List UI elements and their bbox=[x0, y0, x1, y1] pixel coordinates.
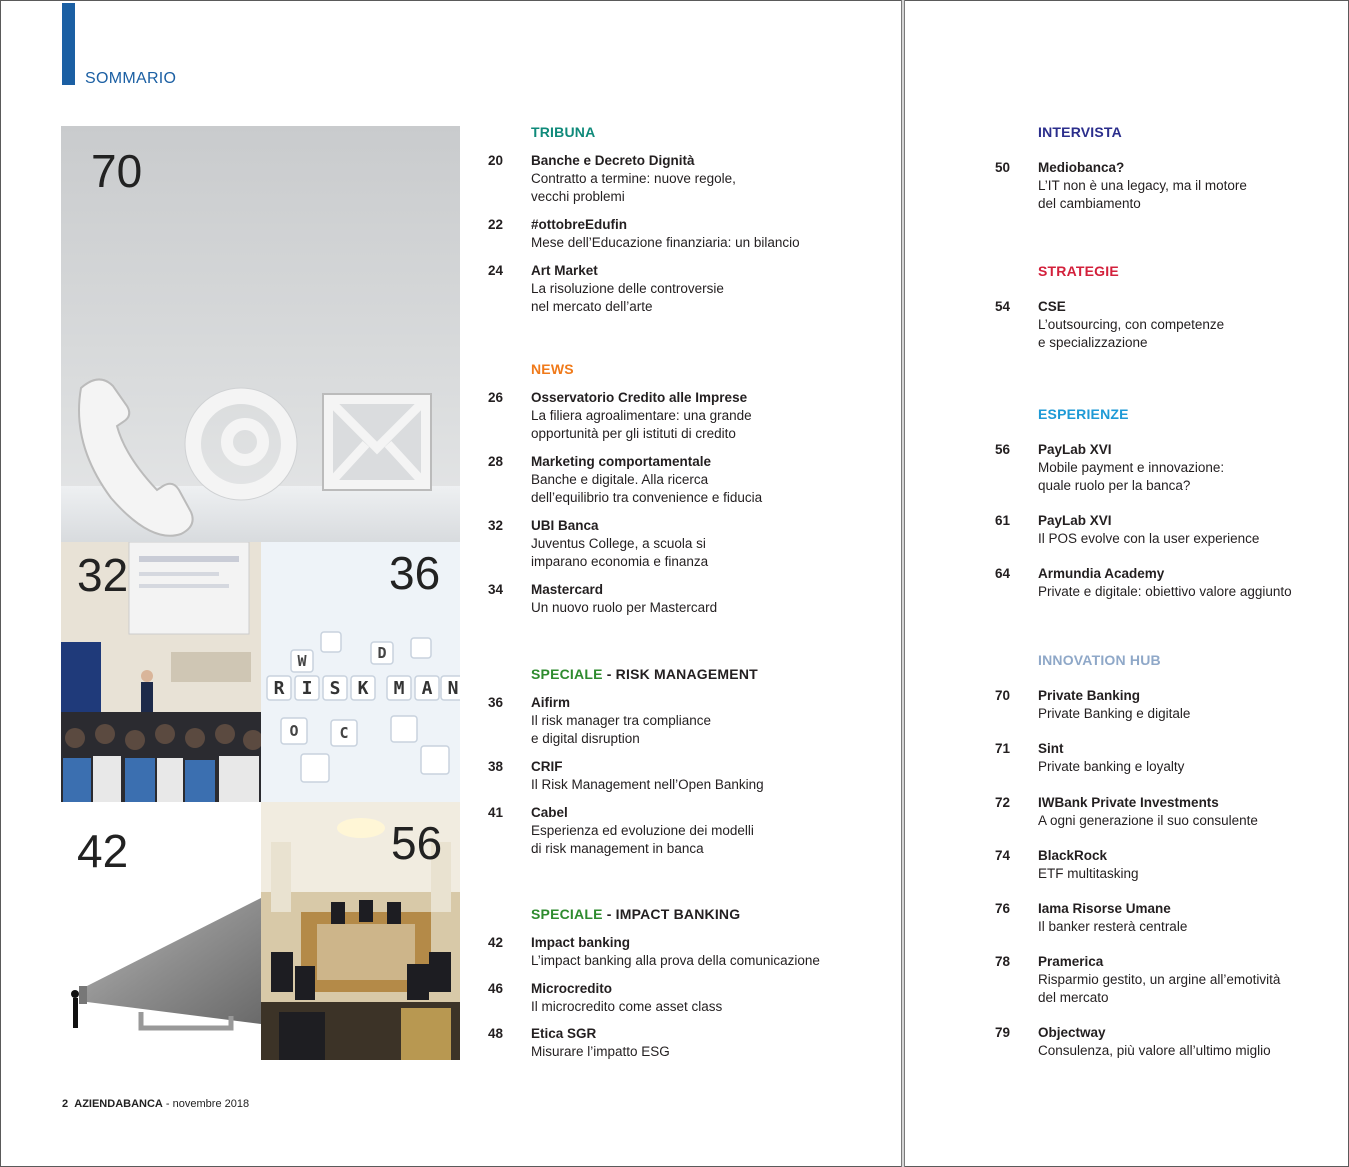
image-page-number: 70 bbox=[91, 145, 143, 197]
toc-entry[interactable] bbox=[995, 847, 1335, 883]
toc-entry-title: Pramerica bbox=[1038, 954, 1104, 969]
toc-entry[interactable] bbox=[488, 517, 868, 573]
section-heading-strategie: STRATEGIE bbox=[1038, 263, 1119, 279]
toc-page-number: 38 bbox=[488, 759, 504, 774]
dice-letter: O bbox=[289, 722, 299, 740]
toc-entry[interactable] bbox=[488, 216, 868, 252]
toc-entry-description: Il risk manager tra compliance e digital disruption bbox=[531, 713, 712, 746]
dice-letter: N bbox=[447, 678, 459, 699]
toc-entry[interactable] bbox=[488, 1025, 868, 1061]
feature-image-meeting bbox=[261, 802, 460, 1060]
toc-entry-description: Private Banking e digitale bbox=[1038, 706, 1191, 721]
toc-entry-description: A ogni generazione il suo consulente bbox=[1038, 813, 1258, 828]
feature-image-symbols bbox=[61, 126, 460, 542]
toc-page-number: 20 bbox=[488, 153, 504, 168]
dice-letter: I bbox=[301, 678, 313, 699]
toc-entry-description: Esperienza ed evoluzione dei modelli di risk management in banca bbox=[531, 823, 754, 856]
toc-entry-title: Iama Risorse Umane bbox=[1038, 901, 1171, 916]
toc-entry-title: Aifirm bbox=[531, 695, 571, 710]
toc-entry[interactable] bbox=[488, 694, 868, 750]
toc-entry[interactable] bbox=[488, 152, 868, 208]
toc-page-number: 32 bbox=[488, 518, 504, 533]
toc-page-number: 24 bbox=[488, 263, 504, 278]
feature-image-megaphone bbox=[61, 802, 261, 1060]
toc-entry-title: Objectway bbox=[1038, 1025, 1106, 1040]
dice-letter: K bbox=[357, 678, 369, 699]
toc-entry[interactable] bbox=[995, 900, 1335, 936]
feature-image-conference bbox=[61, 542, 261, 802]
page-title: SOMMARIO bbox=[85, 70, 177, 87]
toc-page-number: 48 bbox=[488, 1026, 504, 1041]
toc-entry-title: PayLab XVI bbox=[1038, 442, 1112, 457]
toc-entry-title: Etica SGR bbox=[531, 1026, 597, 1041]
toc-entry-description: Il banker resterà centrale bbox=[1038, 919, 1188, 934]
page-spine bbox=[901, 0, 905, 1167]
toc-entry[interactable] bbox=[995, 1024, 1335, 1060]
footer-magazine-name: AZIENDABANCA bbox=[74, 1098, 163, 1110]
section-heading-tribuna: TRIBUNA bbox=[531, 124, 596, 140]
footer-page-number: 2 bbox=[62, 1098, 69, 1110]
toc-page-number: 46 bbox=[488, 981, 504, 996]
dice-letter: W bbox=[297, 652, 307, 670]
dice-letter: S bbox=[329, 678, 341, 699]
toc-entry-title: IWBank Private Investments bbox=[1038, 795, 1219, 810]
toc-page-number: 71 bbox=[995, 741, 1011, 756]
toc-page-number: 64 bbox=[995, 566, 1011, 581]
toc-entry-description: L’outsourcing, con competenze e specializzazione bbox=[1038, 317, 1225, 350]
feature-image-dice bbox=[261, 542, 460, 802]
toc-entry[interactable] bbox=[995, 159, 1335, 215]
toc-entry-description: Un nuovo ruolo per Mastercard bbox=[531, 600, 718, 615]
toc-entry[interactable] bbox=[995, 298, 1335, 354]
toc-entry-title: Marketing comportamentale bbox=[531, 454, 712, 469]
section-heading-news: NEWS bbox=[531, 361, 574, 377]
toc-entry-title: Art Market bbox=[531, 263, 598, 278]
toc-entry-description: Banche e digitale. Alla ricerca dell’equilibrio tra convenience e fiducia bbox=[531, 472, 763, 505]
toc-entry-description: Contratto a termine: nuove regole, vecchi problemi bbox=[531, 171, 736, 204]
toc-entry[interactable] bbox=[488, 758, 868, 794]
toc-entry-title: Sint bbox=[1038, 741, 1064, 756]
toc-entry-title: Osservatorio Credito alle Imprese bbox=[531, 390, 748, 405]
toc-entry-description: Mobile payment e innovazione: quale ruolo per la banca? bbox=[1038, 460, 1225, 493]
toc-entry-title: Private Banking bbox=[1038, 688, 1141, 703]
dice-letter: C bbox=[339, 724, 349, 742]
toc-page-number: 36 bbox=[488, 695, 504, 710]
toc-entry-title: #ottobreEdufin bbox=[531, 217, 627, 232]
section-suffix: - IMPACT BANKING bbox=[602, 906, 741, 922]
toc-entry-title: CSE bbox=[1038, 299, 1066, 314]
toc-entry-description: L’IT non è una legacy, ma il motore del cambiamento bbox=[1038, 178, 1247, 211]
toc-entry-description: Misurare l’impatto ESG bbox=[531, 1044, 670, 1059]
toc-entry-title: Banche e Decreto Dignità bbox=[531, 153, 695, 168]
toc-entry[interactable] bbox=[488, 389, 868, 445]
toc-entry-description: Il POS evolve con la user experience bbox=[1038, 531, 1260, 546]
toc-page-number: 26 bbox=[488, 390, 504, 405]
toc-entry-title: Armundia Academy bbox=[1038, 566, 1165, 581]
toc-entry-description: Consulenza, più valore all’ultimo miglio bbox=[1038, 1043, 1271, 1058]
section-label: SPECIALE bbox=[531, 666, 603, 682]
toc-page-number: 61 bbox=[995, 513, 1011, 528]
toc-entry[interactable] bbox=[488, 453, 868, 509]
section-heading-speciale-impact bbox=[531, 906, 740, 922]
dice-letter: M bbox=[393, 678, 405, 699]
section-label: SPECIALE bbox=[531, 906, 603, 922]
toc-page-number: 74 bbox=[995, 848, 1011, 863]
toc-entry-description: Juventus College, a scuola si imparano economia e finanza bbox=[531, 536, 709, 569]
toc-page-number: 72 bbox=[995, 795, 1011, 810]
toc-entry-description: La filiera agroalimentare: una grande opportunità per gli istituti di credito bbox=[531, 408, 752, 441]
toc-page-number: 78 bbox=[995, 954, 1011, 969]
image-page-number: 36 bbox=[389, 547, 441, 599]
toc-page-number: 42 bbox=[488, 935, 504, 950]
toc-entry[interactable] bbox=[995, 565, 1335, 601]
dice-letter: D bbox=[377, 644, 387, 662]
toc-page-number: 34 bbox=[488, 582, 504, 597]
toc-entry-description: Private banking e loyalty bbox=[1038, 759, 1185, 774]
toc-page-number: 76 bbox=[995, 901, 1011, 916]
toc-page-number: 41 bbox=[488, 805, 504, 820]
dice-letter: A bbox=[421, 678, 433, 699]
envelope-icon bbox=[323, 394, 431, 490]
toc-entry[interactable] bbox=[995, 441, 1335, 497]
section-heading-intervista: INTERVISTA bbox=[1038, 124, 1122, 140]
toc-page-number: 28 bbox=[488, 454, 504, 469]
toc-page-number: 70 bbox=[995, 688, 1011, 703]
toc-entry[interactable] bbox=[488, 934, 868, 970]
toc-entry-description: Il microcredito come asset class bbox=[531, 999, 723, 1014]
toc-entry[interactable] bbox=[995, 794, 1335, 830]
dice-letter: R bbox=[273, 678, 285, 699]
toc-entry[interactable] bbox=[995, 687, 1335, 723]
toc-entry-title: UBI Banca bbox=[531, 518, 599, 533]
toc-entry-title: CRIF bbox=[531, 759, 563, 774]
toc-entry-description: Risparmio gestito, un argine all’emotività del mercato bbox=[1038, 972, 1281, 1005]
toc-entry-title: Mediobanca? bbox=[1038, 160, 1125, 175]
toc-page-number: 56 bbox=[995, 442, 1011, 457]
toc-entry[interactable] bbox=[995, 512, 1335, 548]
toc-page-number: 50 bbox=[995, 160, 1011, 175]
image-page-number: 42 bbox=[77, 825, 129, 877]
toc-entry-description: Private e digitale: obiettivo valore aggiunto bbox=[1038, 584, 1292, 599]
toc-entry[interactable] bbox=[488, 804, 868, 860]
toc-page-number: 79 bbox=[995, 1025, 1011, 1040]
section-suffix: - RISK MANAGEMENT bbox=[602, 666, 758, 682]
toc-entry[interactable] bbox=[995, 953, 1335, 1009]
toc-entry[interactable] bbox=[995, 740, 1335, 776]
section-heading-esperienze: ESPERIENZE bbox=[1038, 406, 1129, 422]
toc-entry[interactable] bbox=[488, 262, 868, 318]
toc-page-number: 54 bbox=[995, 299, 1011, 314]
toc-entry[interactable] bbox=[488, 980, 868, 1016]
image-page-number: 56 bbox=[391, 817, 443, 869]
toc-entry-description: Mese dell’Educazione finanziaria: un bilancio bbox=[531, 235, 800, 250]
header-accent-bar bbox=[62, 3, 75, 85]
toc-entry[interactable] bbox=[488, 581, 868, 617]
toc-page-number: 22 bbox=[488, 217, 504, 232]
toc-entry-description: Il Risk Management nell’Open Banking bbox=[531, 777, 764, 792]
section-heading-innovation-hub: INNOVATION HUB bbox=[1038, 652, 1161, 668]
footer-separator: - bbox=[162, 1098, 173, 1110]
toc-entry-title: PayLab XVI bbox=[1038, 513, 1112, 528]
toc-entry-description: ETF multitasking bbox=[1038, 866, 1139, 881]
section-heading-speciale-risk bbox=[531, 666, 758, 682]
toc-entry-title: Cabel bbox=[531, 805, 568, 820]
toc-entry-title: Impact banking bbox=[531, 935, 631, 950]
page-footer bbox=[62, 1098, 249, 1110]
toc-entry-description: La risoluzione delle controversie nel mercato dell’arte bbox=[531, 281, 724, 314]
toc-entry-title: Mastercard bbox=[531, 582, 604, 597]
toc-entry-title: Microcredito bbox=[531, 981, 613, 996]
footer-issue-date: novembre 2018 bbox=[172, 1098, 250, 1110]
toc-entry-title: BlackRock bbox=[1038, 848, 1108, 863]
image-page-number: 32 bbox=[77, 549, 129, 601]
toc-entry-description: L’impact banking alla prova della comunicazione bbox=[531, 953, 820, 968]
